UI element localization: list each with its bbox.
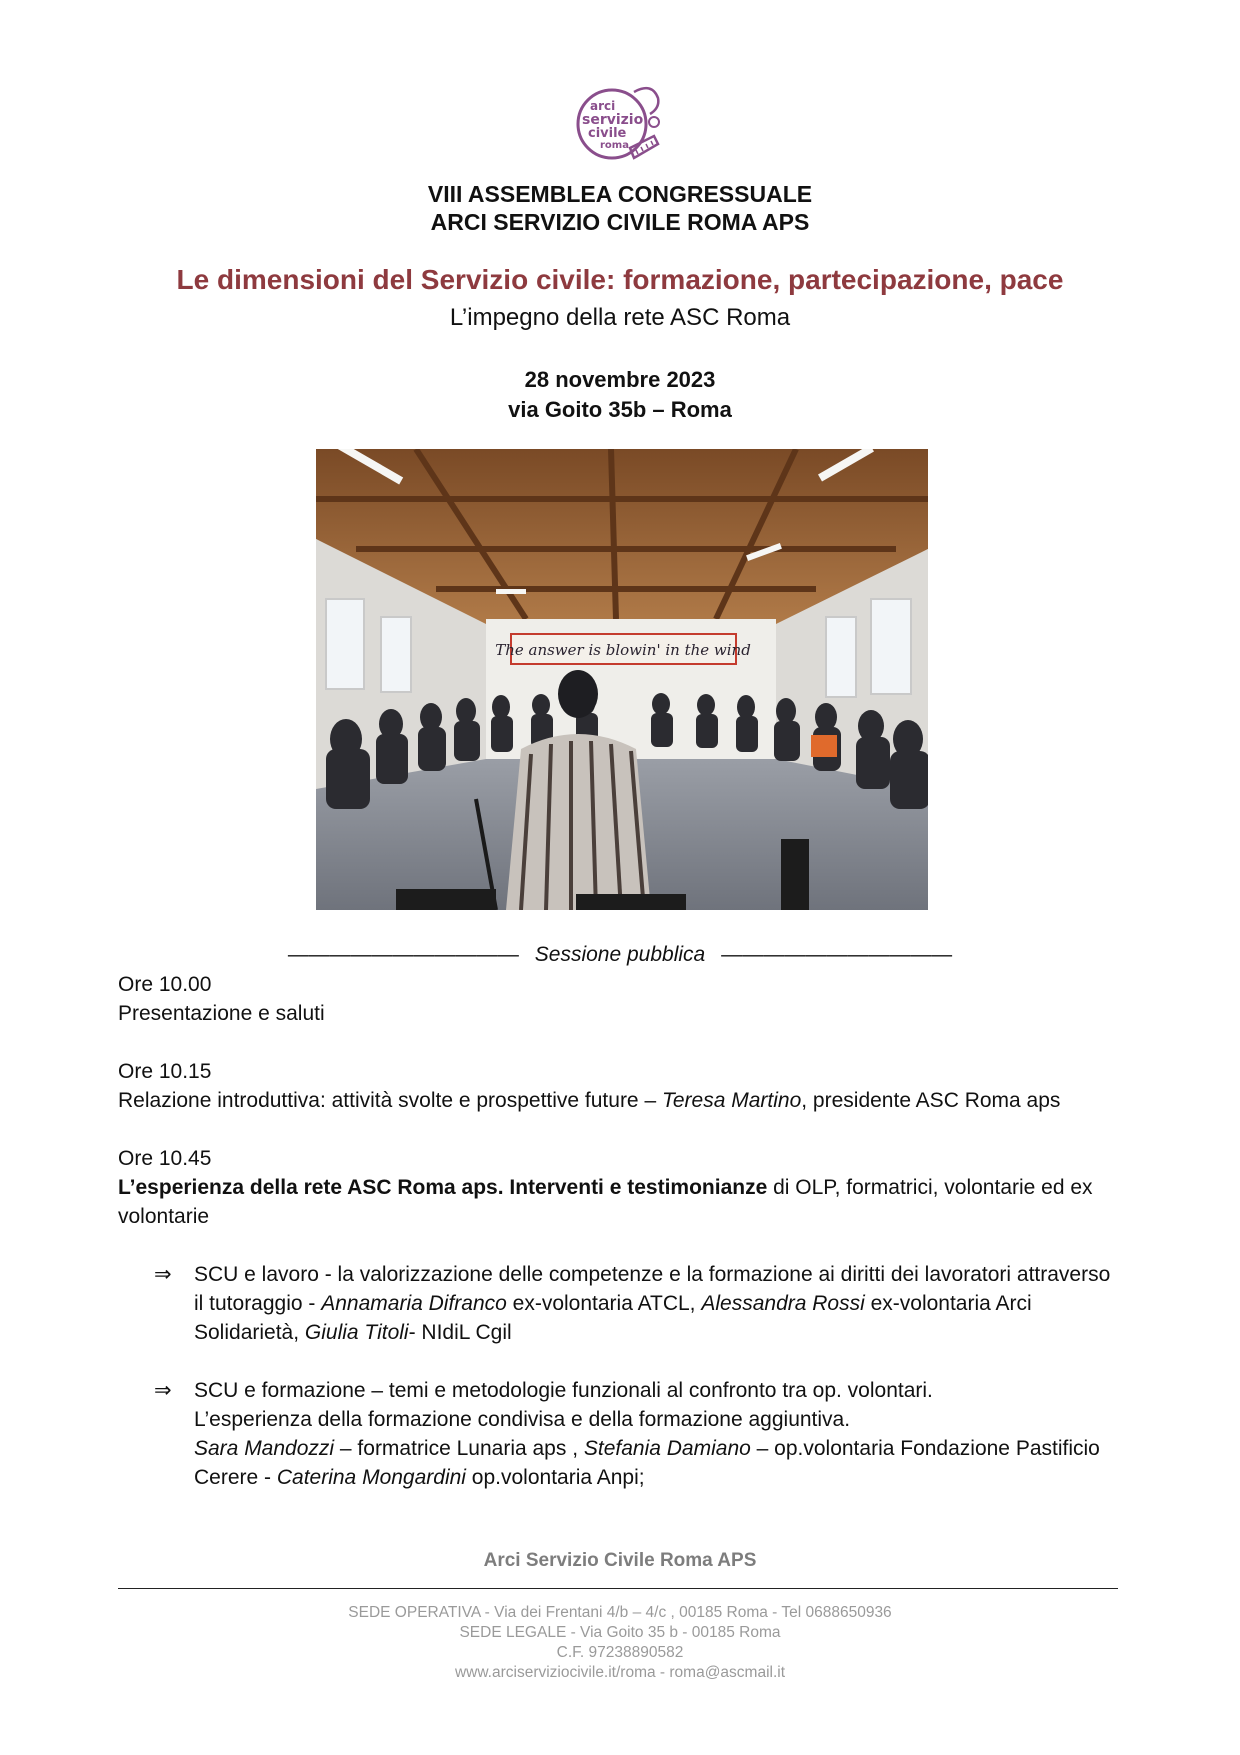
speaker-name: Teresa Martino xyxy=(661,1089,802,1112)
banner-text: The answer is blowin' in the wind xyxy=(495,641,751,659)
arrow-icon: ⇒ xyxy=(154,1262,172,1286)
bullet-text: SCU e formazione – temi e metodologie funzionali al confronto tra op. volontari. L’esperienza della formazione condivisa e della formazione aggiuntiva. Sara Mandozzi – formatrice Lunaria aps , Stefania Damiano – op.volontaria Fondazione Pastificio Cerere - Caterina Mongardini op.volontaria Anpi; xyxy=(194,1379,1100,1489)
asc-roma-logo xyxy=(572,78,668,172)
agenda-time: Ore 10.45 xyxy=(118,1147,212,1170)
assembly-line-1: VIII ASSEMBLEA CONGRESSUALE xyxy=(427,181,813,207)
document-title: Le dimensioni del Servizio civile: formazione, partecipazione, pace xyxy=(176,264,1064,295)
session-dashes-right: ——————————— xyxy=(721,943,953,966)
speaker-name: Annamaria Difranco xyxy=(321,1292,507,1315)
speaker-name: Alessandra Rossi xyxy=(701,1292,865,1315)
event-details xyxy=(0,365,1240,425)
arrow-icon: ⇒ xyxy=(154,1378,172,1402)
assembly-heading xyxy=(0,180,1240,236)
svg-text:roma: roma xyxy=(600,140,629,151)
list-item xyxy=(154,1376,1118,1492)
footer-brand: Arci Servizio Civile Roma APS xyxy=(483,1550,757,1571)
event-venue: via Goito 35b – Roma xyxy=(508,397,732,422)
footer-sede-legale: SEDE LEGALE - Via Goito 35 b - 00185 Roma xyxy=(459,1624,781,1641)
session-divider xyxy=(0,943,1240,967)
footer-divider xyxy=(118,1588,1118,1589)
agenda-time: Ore 10.15 xyxy=(118,1060,212,1083)
session-label: Sessione pubblica xyxy=(534,943,706,966)
footer-info xyxy=(0,1603,1240,1683)
agenda-text: Relazione introduttiva: attività svolte e prospettive future – Teresa Martino, presidente ASC Roma aps xyxy=(118,1089,1061,1112)
footer-sede-operativa: SEDE OPERATIVA - Via dei Frentani 4/b – 4/c , 00185 Roma - Tel 0688650936 xyxy=(348,1604,892,1621)
session-dashes-left: ——————————— xyxy=(287,943,519,966)
agenda-text: Presentazione e saluti xyxy=(118,1002,325,1025)
bullet-text: SCU e lavoro - la valorizzazione delle competenze e la formazione ai diritti dei lavoratori attraverso il tutoraggio - Annamaria Difranco ex-volontaria ATCL, Alessandra Rossi ex-volontaria Arci Solidarietà, Giulia Titoli- NIdiL Cgil xyxy=(194,1263,1111,1344)
assembly-line-2: ARCI SERVIZIO CIVILE ROMA APS xyxy=(430,209,810,235)
svg-text:arci: arci xyxy=(590,99,616,113)
agenda xyxy=(118,970,1118,1492)
agenda-text: L’esperienza della rete ASC Roma aps. Interventi e testimonianze di OLP, formatrici, volontarie ed ex volontarie xyxy=(118,1176,1093,1228)
agenda-highlight: L’esperienza della rete ASC Roma aps. Interventi e testimonianze xyxy=(118,1176,768,1199)
speaker-name: Sara Mandozzi xyxy=(194,1437,335,1460)
speaker-name: Caterina Mongardini xyxy=(276,1466,466,1489)
document-subtitle: L’impegno della rete ASC Roma xyxy=(449,304,791,331)
speaker-name: Stefania Damiano xyxy=(583,1437,751,1460)
footer-cf: C.F. 97238890582 xyxy=(556,1644,684,1661)
assembly-room-photo xyxy=(316,449,928,910)
footer-web: www.arciserviziocivile.it/roma - roma@ascmail.it xyxy=(454,1664,786,1681)
svg-text:servizio: servizio xyxy=(582,112,644,128)
svg-text:civile: civile xyxy=(588,126,627,141)
list-item xyxy=(154,1260,1118,1347)
event-date: 28 novembre 2023 xyxy=(524,367,716,392)
agenda-time: Ore 10.00 xyxy=(118,973,212,996)
speaker-name: Giulia Titoli xyxy=(304,1321,409,1344)
